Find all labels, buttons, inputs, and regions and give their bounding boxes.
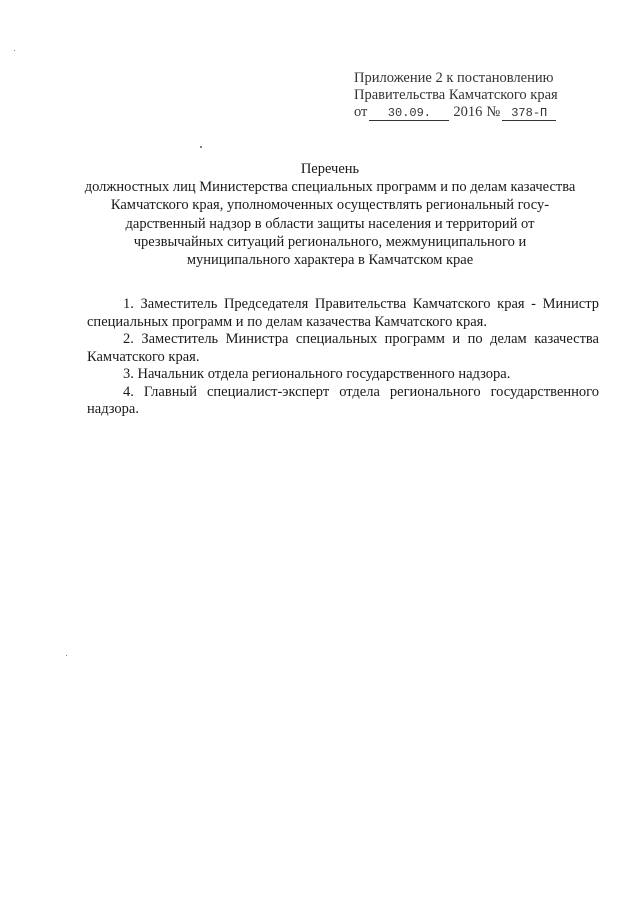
- scan-speck: [66, 655, 67, 656]
- list-item: 2. Заместитель Министра специальных программ и по делам казачества Камчатского края.: [87, 331, 599, 365]
- appendix-line-1: Приложение 2 к постановлению: [354, 70, 554, 86]
- officials-list: [87, 296, 599, 419]
- document-title: [80, 160, 580, 269]
- title-line-1: должностных лиц Министерства специальных программ и по делам казачества: [84, 179, 576, 196]
- scan-speck: [14, 50, 15, 51]
- list-item: 3. Начальник отдела регионального государственного надзора.: [123, 366, 511, 382]
- scan-speck: [200, 146, 202, 148]
- list-item: 1. Заместитель Председателя Правительства Камчатского края - Министр специальных программ и по делам казачества Камчатского края.: [87, 296, 599, 330]
- title-line-3: дарственный надзор в области защиты населения и территорий от: [125, 215, 535, 232]
- appendix-date-row: [354, 104, 584, 121]
- resolution-year: 2016: [453, 104, 483, 120]
- resolution-number: 378-П: [502, 106, 556, 121]
- number-label: №: [486, 104, 501, 120]
- title-line-5: муниципального характера в Камчатском крае: [186, 252, 474, 269]
- list-item: 4. Главный специалист-эксперт отдела регионального государственного надзора.: [87, 383, 599, 417]
- title-line-2: Камчатского края, уполномоченных осуществлять региональный госу-: [110, 197, 550, 214]
- appendix-line-2: Правительства Камчатского края: [354, 87, 558, 103]
- title-heading: Перечень: [300, 161, 360, 177]
- resolution-date: 30.09.: [369, 106, 449, 121]
- appendix-header: [354, 70, 584, 121]
- from-label: от: [354, 104, 368, 120]
- title-line-4: чрезвычайных ситуаций регионального, межмуниципального и: [133, 233, 527, 250]
